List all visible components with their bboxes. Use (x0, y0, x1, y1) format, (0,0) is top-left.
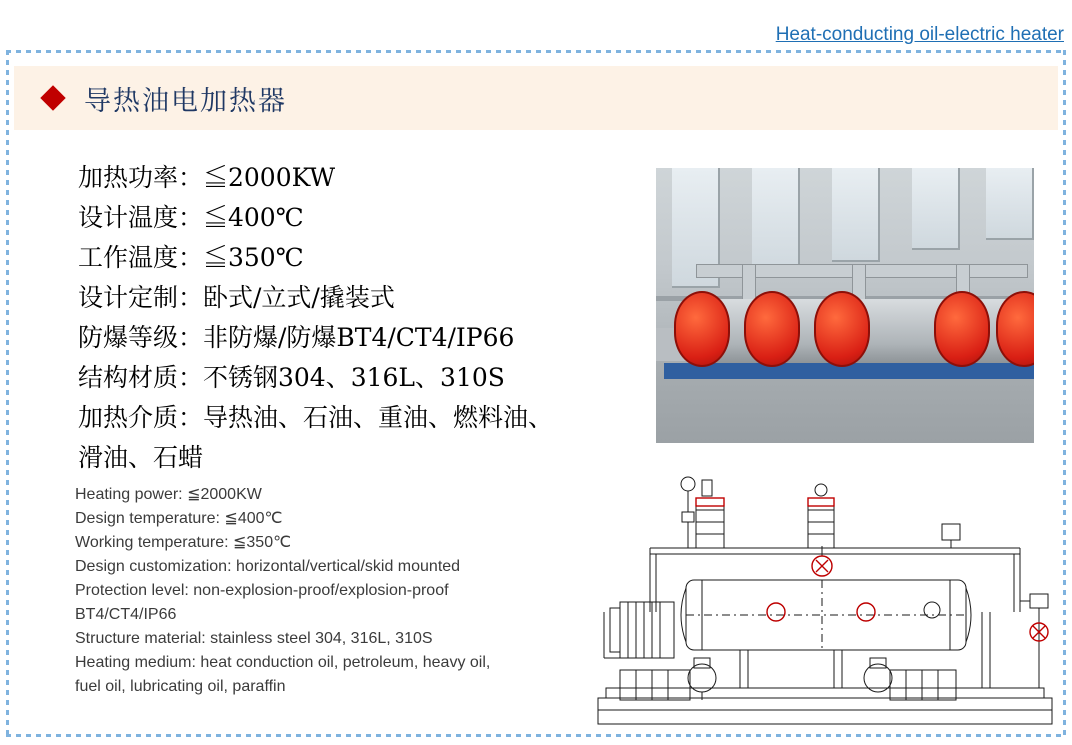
photo-window (986, 168, 1034, 240)
spec-heating-power-cn: 加热功率：≦2000KW (78, 163, 336, 192)
page-title: 导热油电加热器 (84, 85, 287, 117)
spec-protection-level-cn: 防爆等级：非防爆/防爆BT4/CT4/IP66 (78, 323, 515, 352)
spec-design-temperature-en: Design temperature: ≦400℃ (75, 510, 283, 527)
photo-end-cap (814, 291, 870, 367)
photo-end-cap (744, 291, 800, 367)
photo-end-cap (674, 291, 730, 367)
diamond-icon (40, 85, 65, 110)
spec-protection-level-en: Protection level: non-explosion-proof/explosion-proof (75, 582, 449, 599)
spec-structure-material-en: Structure material: stainless steel 304, 316L, 310S (75, 630, 433, 647)
spec-heating-medium-cn: 加热介质：导热油、石油、重油、燃料油、 (78, 403, 554, 432)
photo-window (832, 168, 880, 262)
dotted-rule-left (6, 50, 9, 737)
spec-heating-medium-cn-line2: 滑油、石蜡 (78, 443, 204, 472)
photo-window (912, 168, 960, 250)
spec-working-temperature-cn: 工作温度：≦350℃ (78, 243, 304, 272)
spec-design-customization-cn: 设计定制：卧式/立式/撬装式 (78, 283, 395, 312)
photo-window (752, 168, 800, 274)
spec-working-temperature-en: Working temperature: ≦350℃ (75, 534, 292, 551)
technical-drawing-svg (590, 462, 1060, 732)
spec-list-chinese (78, 158, 638, 478)
technical-drawing (590, 462, 1060, 732)
product-photo (656, 168, 1034, 443)
spec-design-temperature-cn: 设计温度：≦400℃ (78, 203, 304, 232)
spec-heating-medium-en: Heating medium: heat conduction oil, petroleum, heavy oil, (75, 654, 491, 671)
header-product-link[interactable]: Heat-conducting oil-electric heater (775, 24, 1064, 45)
photo-end-cap (934, 291, 990, 367)
section-title-band (14, 66, 1058, 130)
spec-design-customization-en: Design customization: horizontal/vertical/skid mounted (75, 558, 461, 575)
spec-heating-medium-en-line2: fuel oil, lubricating oil, paraffin (75, 678, 286, 695)
spec-structure-material-cn: 结构材质：不锈钢304、316L、310S (78, 363, 505, 392)
dotted-rule-bottom (6, 734, 1066, 737)
spec-heating-power-en: Heating power: ≦2000KW (75, 486, 262, 503)
dotted-rule-top (6, 50, 1066, 53)
spec-list-english (75, 483, 605, 699)
dotted-rule-right (1063, 50, 1066, 737)
spec-protection-level-en-line2: BT4/CT4/IP66 (75, 606, 177, 623)
